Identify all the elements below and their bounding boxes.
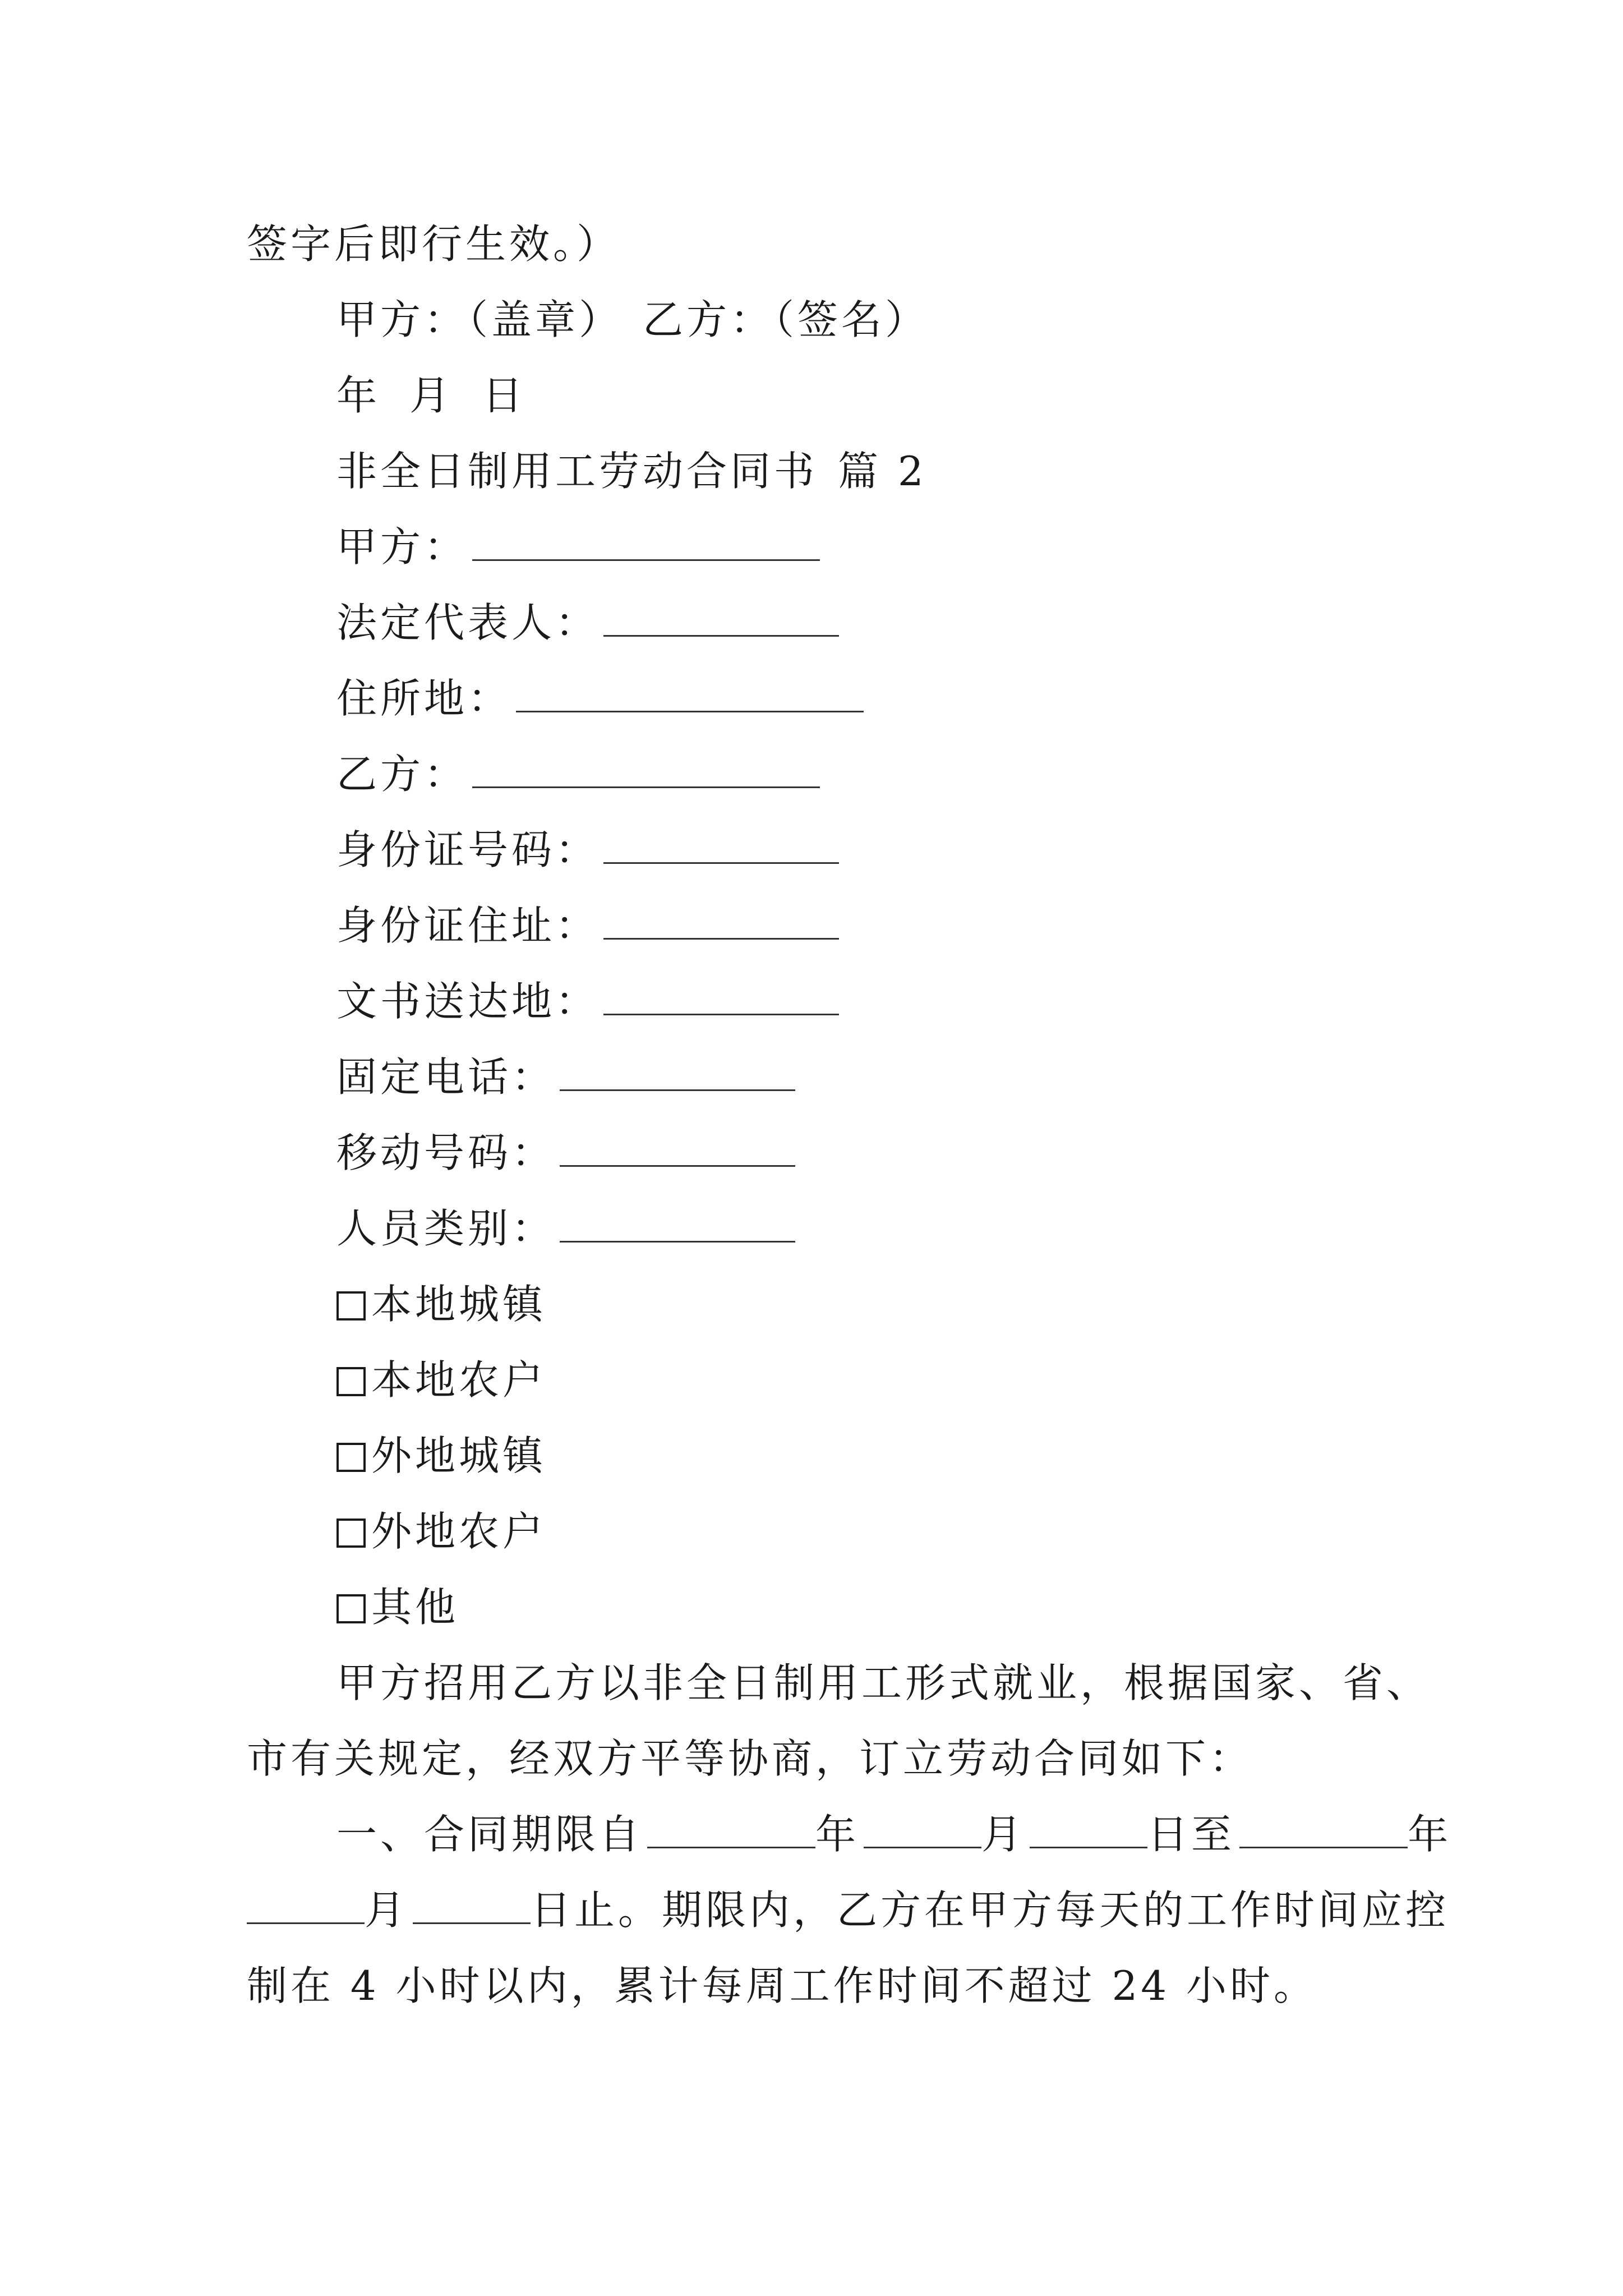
field-label: 移动号码：	[336, 1129, 556, 1176]
date-day: 日	[482, 372, 527, 419]
clause1-line2	[247, 1882, 1449, 1938]
checkbox-icon[interactable]	[336, 1291, 366, 1320]
field-label: 身份证号码：	[336, 826, 600, 873]
category-option[interactable]	[336, 1276, 546, 1332]
field-residence	[336, 670, 864, 726]
section-part: 篇 2	[838, 448, 927, 495]
id-address-blank[interactable]	[603, 900, 839, 940]
intro-paragraph-line2	[247, 1731, 1253, 1787]
clause1-line3	[247, 1958, 1317, 2014]
field-label: 乙方：	[336, 751, 468, 798]
field-doc-delivery	[336, 973, 839, 1029]
party-a-seal-label: 甲方：（盖章）	[336, 296, 623, 343]
field-party-a	[336, 519, 820, 575]
category-option[interactable]	[336, 1428, 546, 1484]
checkbox-icon[interactable]	[336, 1443, 366, 1472]
legal-rep-blank[interactable]	[603, 597, 839, 637]
field-id-address	[336, 898, 839, 954]
intro-text: 甲方招用乙方以非全日制用工形式就业，根据国家、省、	[336, 1659, 1431, 1706]
field-label: 文书送达地：	[336, 978, 600, 1025]
category-option[interactable]	[336, 1352, 546, 1408]
staff-type-blank[interactable]	[560, 1203, 795, 1243]
fixed-phone-blank[interactable]	[560, 1051, 795, 1091]
field-label: 固定电话：	[336, 1053, 556, 1101]
category-label: 本地农户	[371, 1356, 547, 1404]
category-label: 外地农户	[371, 1508, 547, 1555]
date-line	[336, 367, 526, 424]
end-year-blank[interactable]	[1239, 1809, 1408, 1848]
field-label: 甲方：	[336, 523, 468, 570]
field-label: 人员类别：	[336, 1205, 556, 1252]
mobile-blank[interactable]	[560, 1127, 795, 1167]
clause-end: 日止。期限内，乙方在甲方每天的工作时间应控	[531, 1887, 1450, 1934]
clause1-line1	[336, 1806, 1451, 1862]
party-b-sign-label: 乙方：（签名）	[643, 296, 929, 343]
date-month: 月	[409, 372, 454, 419]
clause-prefix: 一、合同期限自	[336, 1811, 643, 1858]
field-legal-rep	[336, 595, 839, 651]
intro-text: 市有关规定，经双方平等协商，订立劳动合同如下：	[247, 1735, 1253, 1782]
intro-paragraph-line1	[336, 1655, 1430, 1711]
clause-year: 年	[815, 1811, 860, 1858]
section-heading	[336, 443, 927, 499]
clause-month: 月	[981, 1811, 1026, 1858]
signature-line	[336, 292, 929, 348]
category-label: 其他	[371, 1584, 459, 1631]
clause-year2: 年	[1408, 1811, 1452, 1858]
field-mobile	[336, 1125, 795, 1181]
id-number-blank[interactable]	[603, 824, 839, 864]
field-id-number	[336, 822, 839, 878]
clause-text: 制在 4 小时以内，累计每周工作时间不超过 24 小时。	[247, 1962, 1317, 2009]
category-option[interactable]	[336, 1579, 459, 1635]
section-title: 非全日制用工劳动合同书	[336, 448, 818, 495]
field-label: 住所地：	[336, 675, 512, 722]
doc-delivery-blank[interactable]	[603, 976, 839, 1015]
field-fixed-phone	[336, 1049, 795, 1105]
end-month-blank[interactable]	[247, 1884, 365, 1924]
category-label: 本地城镇	[371, 1281, 547, 1328]
start-year-blank[interactable]	[647, 1809, 815, 1848]
clause-month2: 月	[365, 1887, 409, 1934]
sign-effect-text: 签字后即行生效。）	[247, 220, 621, 268]
text-line	[247, 216, 620, 272]
start-month-blank[interactable]	[864, 1809, 981, 1848]
date-year: 年	[336, 372, 381, 419]
checkbox-icon[interactable]	[336, 1519, 366, 1548]
checkbox-icon[interactable]	[336, 1594, 366, 1623]
category-label: 外地城镇	[371, 1432, 547, 1479]
clause-day-to: 日至	[1147, 1811, 1235, 1858]
party-a-blank[interactable]	[472, 521, 820, 561]
start-day-blank[interactable]	[1030, 1809, 1147, 1848]
checkbox-icon[interactable]	[336, 1367, 366, 1396]
field-staff-type	[336, 1200, 795, 1257]
residence-blank[interactable]	[516, 673, 864, 712]
field-label: 身份证住址：	[336, 902, 600, 949]
end-day-blank[interactable]	[413, 1884, 531, 1924]
field-party-b	[336, 746, 820, 802]
category-option[interactable]	[336, 1503, 546, 1559]
party-b-blank[interactable]	[472, 748, 820, 788]
field-label: 法定代表人：	[336, 599, 600, 646]
